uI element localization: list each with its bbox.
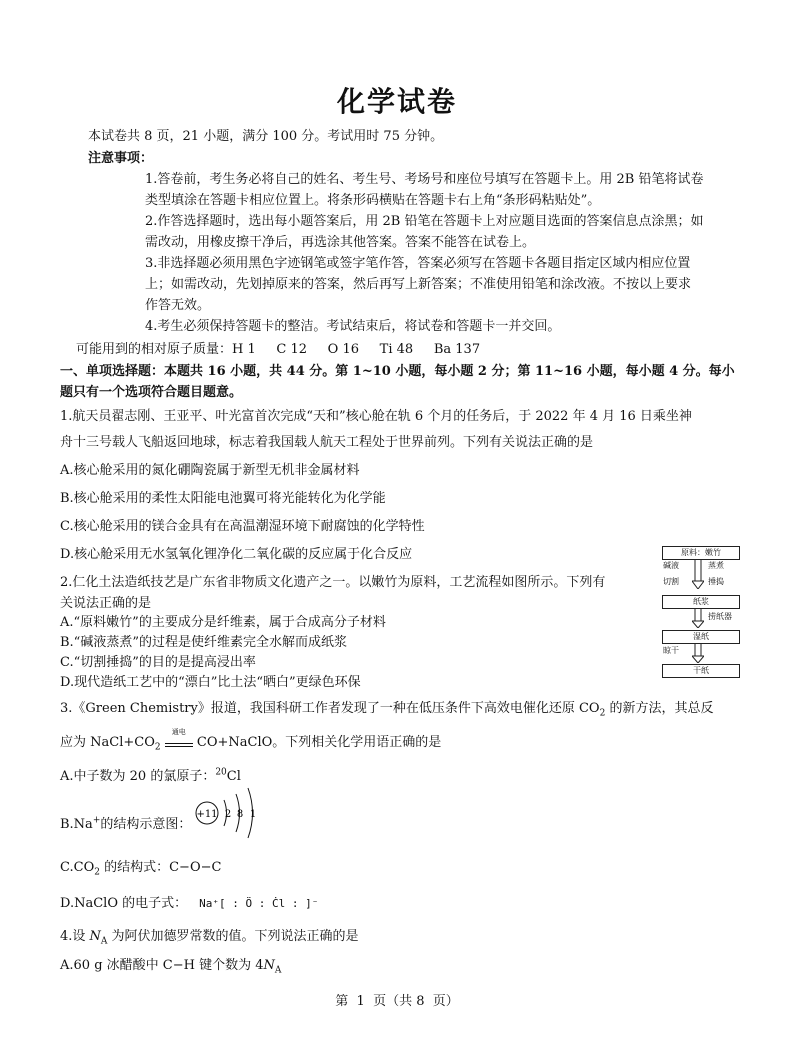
flow-arrow-1	[692, 559, 704, 589]
q2-option-c: C.“切割捶捣”的目的是提高浸出率	[60, 655, 256, 670]
q3-equation-line	[60, 727, 442, 753]
notice-2a: 2.作答选择题时，选出每小题答案后，用 2B 铅笔在答题卡上对应题目选面的答案信息点涂黑；如	[145, 214, 704, 229]
page-footer: 第 1 页（共 8 页）	[335, 994, 459, 1009]
flow-box-pulp: 纸浆	[662, 595, 740, 609]
q3-c-sub: 2	[94, 867, 100, 878]
q3-option-d	[60, 892, 318, 911]
flow-box-raw-bamboo: 原料：嫩竹	[662, 546, 740, 560]
notice-1a: 1.答卷前，考生务必将自己的姓名、考生号、考场号和座位号填写在答题卡上。用 2B 铅笔将试卷	[145, 172, 704, 187]
q4-a-var: N	[263, 958, 275, 973]
electrolysis-arrow	[165, 727, 193, 747]
q3-d-text: D.NaClO 的电子式：	[60, 896, 188, 911]
q3-b-text2: 的结构示意图：	[100, 817, 192, 832]
flow-box-wet-paper: 湿纸	[662, 630, 740, 644]
shell-3-count: 1	[249, 809, 257, 820]
shell-1-count: 2	[224, 809, 232, 820]
q3-c-text2: 的结构式：C−O−C	[99, 860, 222, 875]
nucleus-charge: +11	[196, 809, 218, 820]
q3-stem-1	[60, 697, 713, 719]
flow-arrow-2	[692, 608, 704, 628]
q3-stem-sub: 2	[599, 708, 606, 719]
section1-line2: 题只有一个选项符合题目题意。	[60, 385, 243, 400]
q3-stem-text: 3.《Green Chemistry》报道，我国科研工作者发现了一种在低压条件下高效电催化还原 CO	[60, 701, 600, 716]
q3-stem-end: 的新方法，其总反	[605, 701, 714, 716]
q4-option-a	[60, 954, 281, 976]
flow-label-dry: 晾干	[663, 646, 679, 655]
section1-line1: 一、单项选择题：本题共 16 小题，共 44 分。第 1~10 小题，每小题 2 分；第 11~16 小题，每小题 4 分。每小	[60, 364, 735, 379]
q4-a-pre: A.60 g 冰醋酸中 C−H 键个数为 4	[60, 958, 264, 973]
shell-2-count: 8	[236, 809, 244, 820]
notice-3c: 作答无效。	[145, 298, 211, 313]
page-title: 化学试卷	[336, 85, 457, 118]
na-ion-structure-diagram	[193, 786, 265, 840]
q1-option-b: B.核心舱采用的柔性太阳能电池翼可将光能转化为化学能	[60, 491, 386, 506]
q2-stem-2: 关说法正确的是	[60, 596, 152, 611]
flow-label-pound: 捶捣	[708, 577, 724, 586]
q3-c-text: C.CO	[60, 860, 95, 875]
q3-option-a	[60, 765, 241, 784]
q3-eq-prefix: 应为 NaCl+CO	[60, 735, 155, 750]
q2-option-a: A.“原料嫩竹”的主要成分是纤维素，属于合成高分子材料	[60, 615, 386, 630]
flow-arrow-3	[692, 643, 704, 663]
q1-option-c: C.核心舱采用的镁合金具有在高温潮湿环境下耐腐蚀的化学特性	[60, 519, 425, 534]
notice-2b: 需改动，用橡皮擦干净后，再选涂其他答案。答案不能答在试卷上。	[145, 235, 536, 250]
notice-4: 4.考生必须保持答题卡的整洁。考试结束后，将试卷和答题卡一并交回。	[145, 319, 561, 334]
q4-stem-sub: A	[100, 936, 108, 947]
q3-a-element: Cl	[226, 769, 241, 784]
notice-3b: 上；如需改动，先划掉原来的答案，然后再写上新答案；不准使用铅笔和涂改液。不按以上要求	[145, 277, 692, 292]
q3-a-sup: 20	[215, 767, 227, 778]
q3-b-text: B.Na	[60, 817, 93, 832]
q3-option-c	[60, 856, 221, 878]
q1-stem-2: 舟十三号载人飞船返回地球，标志着我国载人航天工程处于世界前列。下列有关说法正确的是	[60, 435, 594, 450]
q3-a-text: A.中子数为 20 的氯原子：	[60, 769, 216, 784]
q3-eq-sub: 2	[154, 742, 161, 753]
q2-stem-1: 2.仁化土法造纸技艺是广东省非物质文化遗产之一。以嫩竹为原料，工艺流程如图所示。下列有	[60, 575, 606, 590]
flow-label-cut: 切割	[663, 577, 679, 586]
notice-1b: 类型填涂在答题卡相应位置上。将条形码横贴在答题卡右上角“条形码粘贴处”。	[145, 193, 601, 208]
flow-box-dry-paper: 干纸	[662, 664, 740, 678]
q2-option-b: B.“碱液蒸煮”的过程是使纤维素完全水解而成纸浆	[60, 635, 347, 650]
flow-label-lye: 碱液	[663, 561, 679, 570]
atomic-masses: 可能用到的相对原子质量：H 1 C 12 O 16 Ti 48 Ba 137	[76, 342, 481, 357]
q3-option-b	[60, 813, 191, 832]
flow-label-boil: 蒸煮	[708, 561, 724, 570]
q3-eq-suffix: CO+NaClO。下列相关化学用语正确的是	[196, 735, 442, 750]
q1-option-d: D.核心舱采用无水氢氧化锂净化二氧化碳的反应属于化合反应	[60, 547, 413, 562]
eq-condition: 通电	[171, 727, 186, 736]
q4-stem-var: N	[89, 929, 101, 944]
flow-label-paper-mould: 捞纸器	[708, 612, 732, 621]
q4-stem	[60, 925, 359, 947]
q3-b-sup: +	[92, 815, 101, 826]
intro-text: 本试卷共 8 页，21 小题，满分 100 分。考试用时 75 分钟。	[88, 129, 444, 144]
naclo-electron-formula: Na⁺[ : Ö : Ċl : ]⁻	[199, 897, 319, 910]
q4-a-sub: A	[274, 965, 282, 976]
q4-stem-post: 为阿伏加德罗常数的值。下列说法正确的是	[107, 929, 359, 944]
notice-heading: 注意事项：	[88, 151, 154, 166]
q4-stem-pre: 4.设	[60, 929, 90, 944]
notice-3a: 3.非选择题必须用黑色字迹钢笔或签字笔作答，答案必须写在答题卡各题目指定区域内相应位置	[145, 256, 691, 271]
q2-option-d: D.现代造纸工艺中的“漂白”比土法“晒白”更绿色环保	[60, 675, 361, 690]
q1-option-a: A.核心舱采用的氮化硼陶瓷属于新型无机非金属材料	[60, 463, 360, 478]
q1-stem-1: 1.航天员翟志刚、王亚平、叶光富首次完成“天和”核心舱在轨 6 个月的任务后，于 2022 年 4 月 16 日乘坐神	[60, 409, 692, 424]
